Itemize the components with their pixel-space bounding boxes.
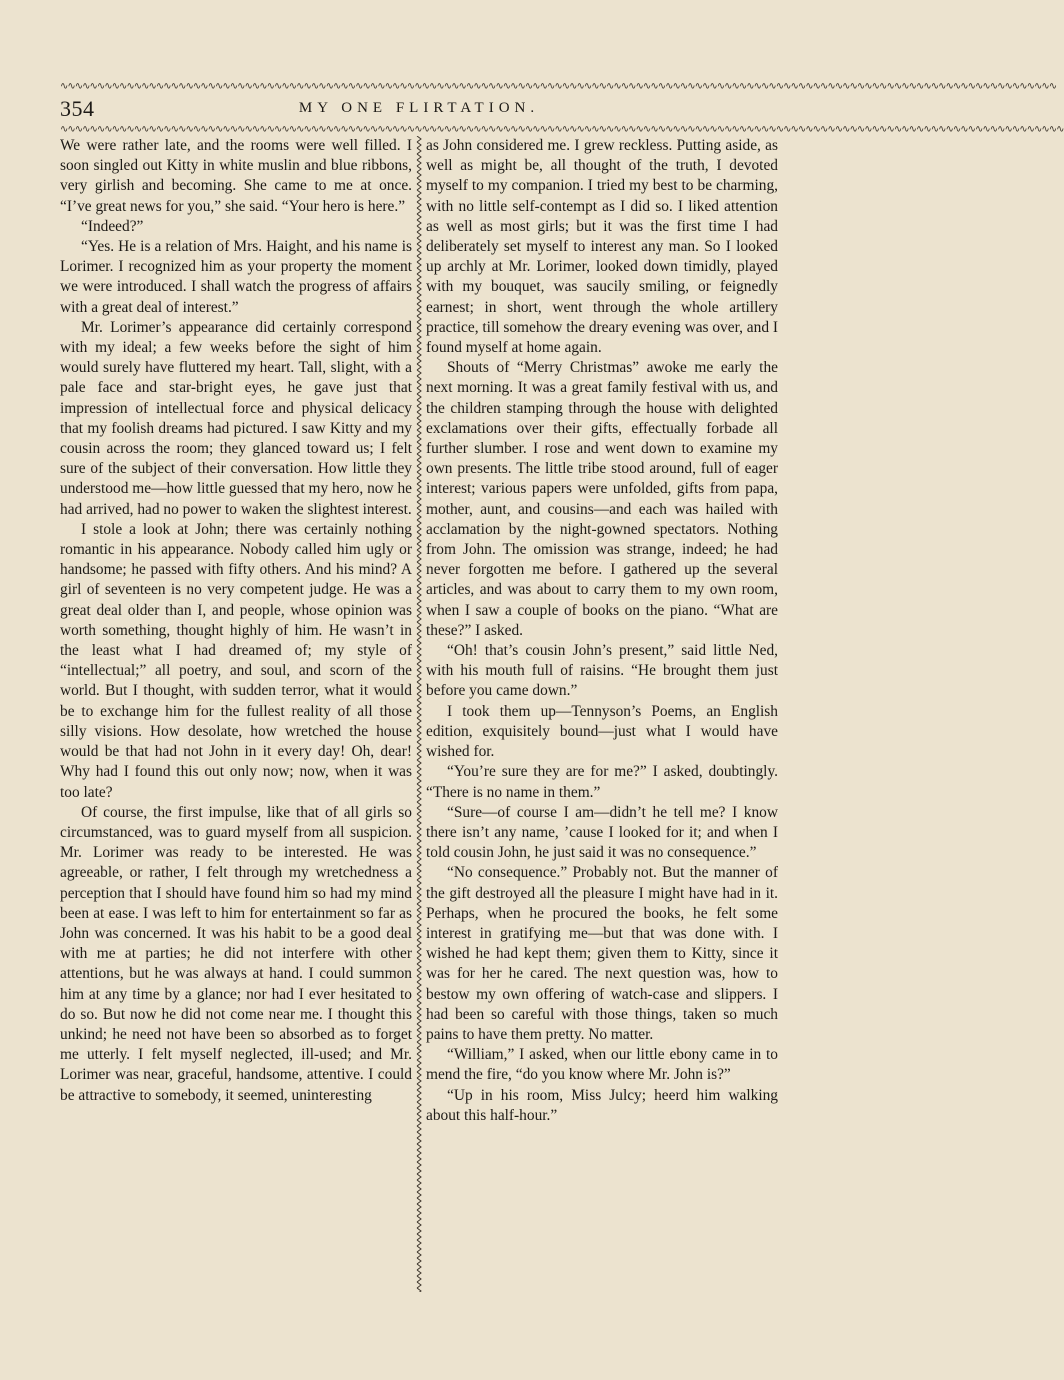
paragraph: Shouts of “Merry Christmas” awoke me early the next morning. It was a great family festival with us, and the children stamping through the house with delighted exclamations over their gifts, effectually forbade all further slumber. I rose and went down to examine my own presents. The little tribe stood around, full of eager interest; various papers were unfolded, gifts from papa, mother, aunt, and cousins—and each was hailed with acclamation by the night-gowned spectators. Nothing from John. The omission was strange, indeed; he had never forgotten me before. I gathered up the several articles, and was about to carry them to my own room, when I saw a couple of books on the piano. “What are these?” I asked. bbox=[426, 359, 778, 639]
page-header bbox=[60, 96, 778, 122]
paragraph: “William,” I asked, when our little ebony came in to mend the fire, “do you know where Mr. John is?” bbox=[426, 1046, 778, 1084]
paragraph: “Oh! that’s cousin John’s present,” said little Ned, with his mouth full of raisins. “He brought them just before you came down.” bbox=[426, 642, 778, 700]
paragraph: “Up in his room, Miss Julcy; heerd him walking about this half-hour.” bbox=[426, 1086, 778, 1124]
column-divider bbox=[413, 136, 425, 1292]
paragraph: Mr. Lorimer’s appearance did certainly correspond with my ideal; a few weeks before the sight of him would surely have fluttered my heart. Tall, slight, with a pale face and star-bright eyes, he gave just that impression of intellectual force and physical delicacy that my foolish dreams had pictured. I saw Kitty and my cousin across the room; they glanced toward us; I felt sure of the subject of their conversation. How little they understood me—how little guessed that my hero, now he had arrived, had no power to waken the slightest interest. bbox=[60, 318, 412, 518]
paragraph: “You’re sure they are for me?” I asked, doubtingly. “There is no name in them.” bbox=[426, 763, 778, 801]
page-number: 354 bbox=[60, 96, 95, 121]
right-column bbox=[426, 136, 778, 1126]
paragraph: “Sure—of course I am—didn’t he tell me? I know there isn’t any name, ’cause I looked for it; and when I told cousin John, he just said it was no consequence.” bbox=[426, 803, 778, 862]
paragraph: “Indeed?” bbox=[81, 217, 144, 235]
paragraph: I stole a look at John; there was certainly nothing romantic in his appearance. Nobody called him ugly or handsome; he passed with fifty others. And his mind? A girl of seventeen is no very competent judge. He was a great deal older than I, and people, whose opinion was worth something, thought highly of him. He wasn’t in the least what I had dreamed of; my style of “intellectual;” all poetry, and soul, and scorn of the world. But I thought, with sudden terror, what it would be to exchange him for the fullest reality of all those silly visions. How desolate, how wretched the house would be that had not John in it every day! Oh, dear! Why had I found this out only now; now, when it was too late? bbox=[60, 520, 412, 801]
paragraph: “No consequence.” Probably not. But the manner of the gift destroyed all the pleasure I might have had in it. Perhaps, when he procured the books, he felt some interest in gratifying me—but that was done with. I wished he had kept them; given them to Kitty, since it was for her he cared. The next question was, how to bestow my own offering of watch-case and slippers. I had been so careful with those things, taken so much pains to have them pretty. No matter. bbox=[426, 864, 778, 1043]
paragraph: I took them up—Tennyson’s Poems, an English edition, exquisitely bound—just what I would have wished for. bbox=[426, 702, 778, 761]
paragraph: Of course, the first impulse, like that of all girls so circumstanced, was to guard myself from all suspicion. Mr. Lorimer was ready to be interested. He was agreeable, or rather, I felt through my wretchedness a perception that I should have found him so had my mind been at ease. I was left to him for entertainment so far as John was concerned. It was his habit to be a good deal with me at parties; he did not interfere with other attentions, but he was always at hand. I could summon him at any time by a glance; nor had I ever hesitated to do so. But now he did not come near me. I thought this unkind; he need not have been so absorbed as to forget me utterly. I felt myself neglected, ill-used; and Mr. Lorimer was near, graceful, handsome, attentive. I could be attractive to somebody, it seemed, uninteresting bbox=[60, 803, 412, 1104]
paragraph: as John considered me. I grew reckless. Putting aside, as well as might be, all thought of the truth, I devoted myself to my companion. I tried my best to be charming, with no little self-contempt as I did so. I liked attention as well as most girls; but it was the first time I had deliberately set myself to interest any man. So I looked up archly at Mr. Lorimer, looked down timidly, played with my bouquet, was saucily smiling, or feignedly earnest; in short, went through the whole artillery practice, till somehow the dreary evening was over, and I found myself at home again. bbox=[426, 137, 778, 357]
running-title: MY ONE FLIRTATION. bbox=[298, 100, 540, 116]
decorative-rule-bottom: ∿∿∿∿∿∿∿∿∿∿∿∿∿∿∿∿∿∿∿∿∿∿∿∿∿∿∿∿∿∿∿∿∿∿∿∿∿∿∿∿∿∿∿∿∿∿∿∿∿∿∿∿∿∿∿∿∿∿∿∿∿∿∿∿∿∿∿∿∿∿∿∿∿∿∿∿∿∿∿∿∿∿∿∿∿∿∿∿∿∿∿∿∿∿∿∿∿∿∿∿∿∿∿∿∿∿∿∿∿∿∿∿∿∿∿∿∿∿∿∿∿∿∿∿∿∿∿∿∿∿∿∿∿∿∿∿ bbox=[60, 124, 1064, 135]
paragraph: We were rather late, and the rooms were well filled. I soon singled out Kitty in white muslin and blue ribbons, very girlish and becoming. She came to me at once. “I’ve great news for you,” she said. “Your hero is here.” bbox=[60, 137, 412, 215]
left-column bbox=[60, 136, 412, 1106]
decorative-rule-top: ∿∿∿∿∿∿∿∿∿∿∿∿∿∿∿∿∿∿∿∿∿∿∿∿∿∿∿∿∿∿∿∿∿∿∿∿∿∿∿∿∿∿∿∿∿∿∿∿∿∿∿∿∿∿∿∿∿∿∿∿∿∿∿∿∿∿∿∿∿∿∿∿∿∿∿∿∿∿∿∿∿∿∿∿∿∿∿∿∿∿∿∿∿∿∿∿∿∿∿∿∿∿∿∿∿∿∿∿∿∿∿∿∿∿∿∿∿∿∿∿∿∿∿∿∿∿∿∿∿∿∿∿∿∿∿ bbox=[60, 81, 1057, 92]
paragraph: “Yes. He is a relation of Mrs. Haight, and his name is Lorimer. I recognized him as your property the moment we were introduced. I shall watch the progress of affairs with a great deal of interest.” bbox=[60, 238, 412, 316]
